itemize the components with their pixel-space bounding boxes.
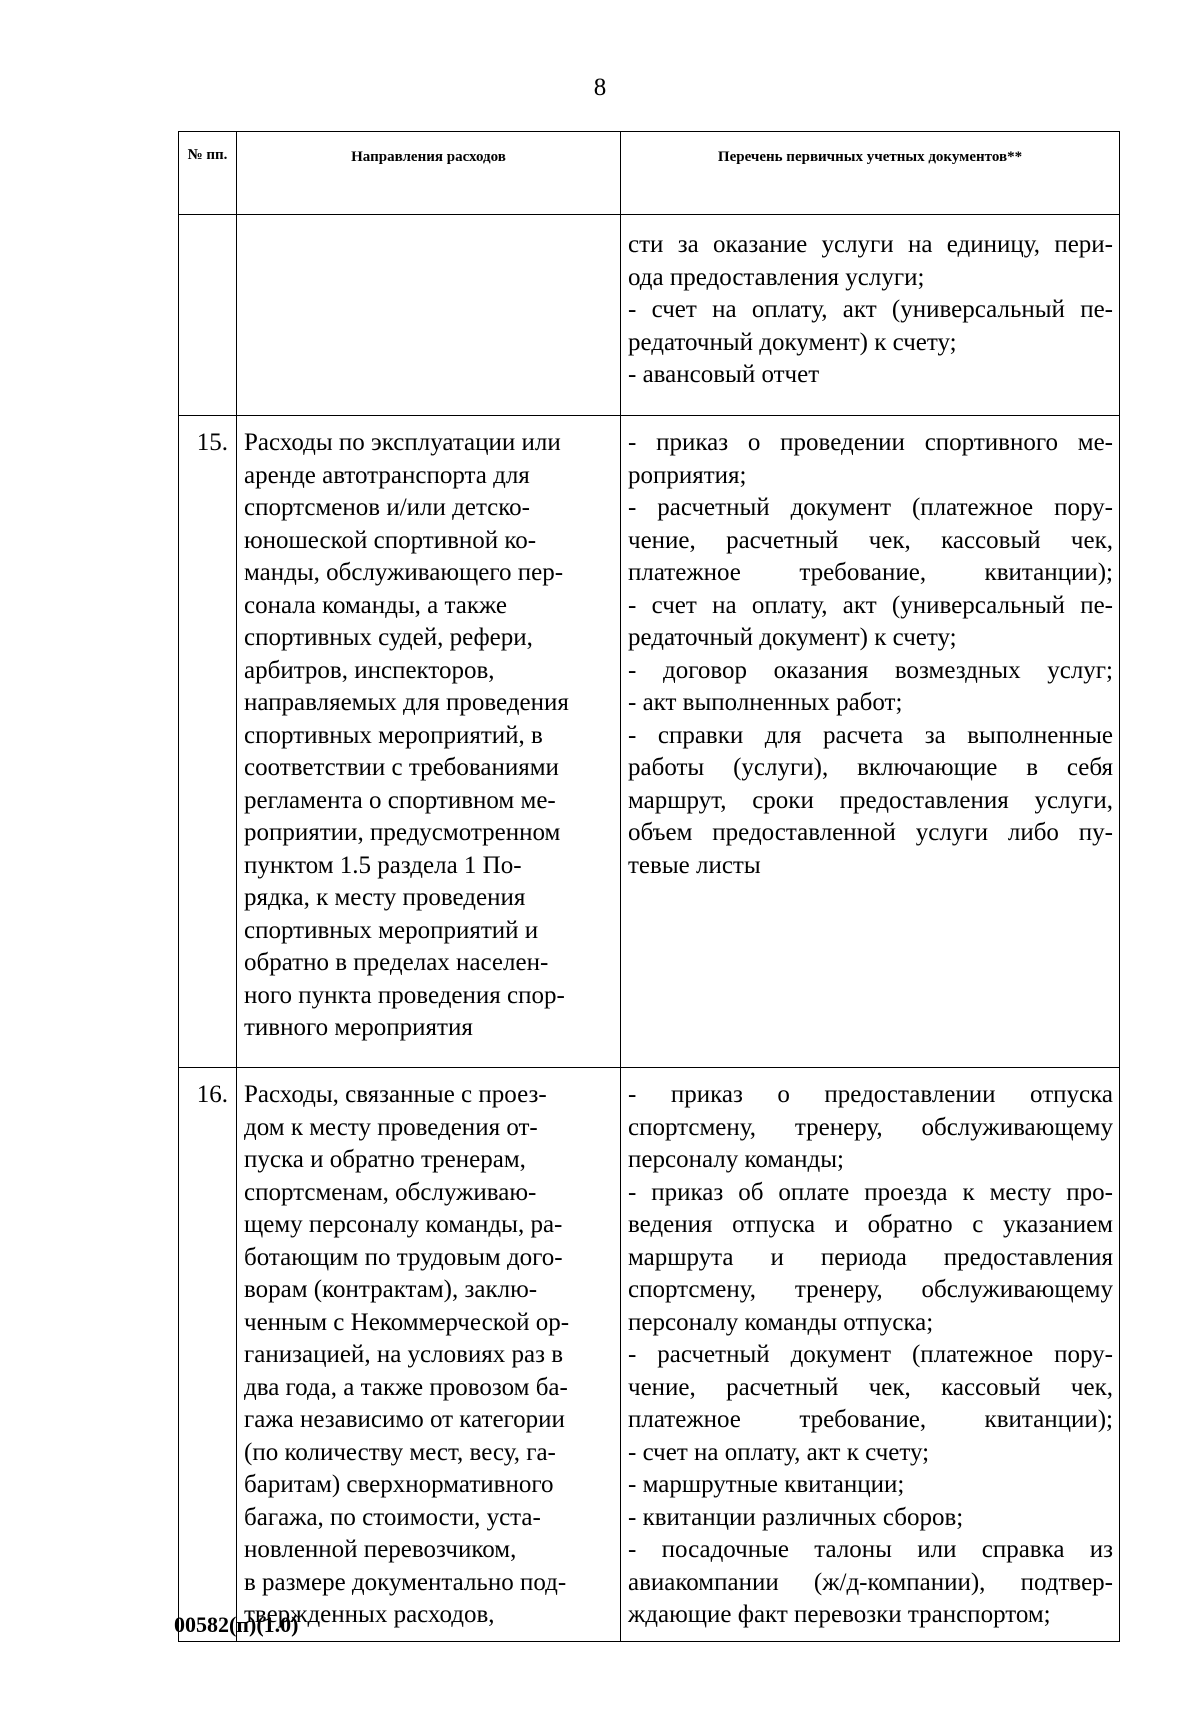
document-line: - приказ о предоставлении отпуска: [628, 1081, 1113, 1108]
document-line: - маршрутные квитанции;: [628, 1471, 905, 1498]
header-directions: Направления расходов: [237, 132, 621, 215]
document-line: персоналу команды отпуска;: [628, 1308, 934, 1336]
direction-line: пуска и обратно тренерам,: [244, 1146, 526, 1173]
header-num: № пп.: [179, 132, 237, 215]
direction-line: спортсменам, обслуживаю-: [244, 1178, 537, 1206]
row-directions: [237, 416, 621, 1068]
direction-line: твержденных расходов,: [244, 1601, 495, 1628]
document-line: - акт выполненных работ;: [628, 689, 903, 716]
document-line: ведения отпуска и обратно с указанием: [628, 1211, 1113, 1238]
direction-line: пунктом 1.5 раздела 1 По-: [244, 851, 522, 879]
document-line: сти за оказание услуги на единицу, пери-: [628, 231, 1113, 258]
direction-line: Расходы, связанные с проез-: [244, 1081, 547, 1108]
row-directions: [237, 1068, 621, 1642]
document-line: авиакомпании (ж/д-компании), подтвер-: [628, 1568, 1113, 1596]
document-line: объем предоставленной услуги либо пу-: [628, 819, 1113, 846]
row-num: 15.: [179, 416, 237, 1068]
direction-line: аренде автотранспорта для: [244, 461, 530, 489]
document-code: 00582(п)(1.0): [174, 1612, 299, 1637]
direction-line: регламента о спортивном ме-: [244, 786, 556, 814]
direction-line: ного пункта проведения спор-: [244, 981, 565, 1009]
document-line: чение, расчетный чек, кассовый чек,: [628, 1373, 1113, 1401]
direction-line: Расходы по эксплуатации или: [244, 429, 561, 456]
direction-line: роприятии, предусмотренном: [244, 819, 561, 846]
row-documents: [621, 416, 1120, 1068]
document-line: персоналу команды;: [628, 1146, 844, 1173]
row-num: [179, 215, 237, 416]
document-line: редаточный документ) к счету;: [628, 328, 957, 356]
direction-line: ганизацией, на условиях раз в: [244, 1341, 564, 1368]
document-line: - договор оказания возмездных услуг;: [628, 656, 1113, 684]
document-line: редаточный документ) к счету;: [628, 624, 957, 651]
document-line: маршрут, сроки предоставления услуги,: [628, 786, 1113, 814]
direction-line: ченным с Некоммерческой ор-: [244, 1308, 570, 1336]
direction-line: спортивных мероприятий и: [244, 916, 539, 944]
direction-line: в размере документально под-: [244, 1568, 567, 1596]
expense-documents-table: [178, 131, 1120, 1642]
table-row: [179, 215, 1120, 416]
direction-line: спортсменов и/или детско-: [244, 494, 530, 521]
direction-line: ворам (контрактам), заклю-: [244, 1276, 538, 1303]
table-header-row: [179, 132, 1120, 215]
document-line: - справки для расчета за выполненные: [628, 721, 1113, 749]
direction-line: сонала команды, а также: [244, 591, 508, 619]
direction-line: спортивных судей, рефери,: [244, 624, 533, 651]
document-line: спортсмену, тренеру, обслуживающему: [628, 1276, 1113, 1303]
document-line: маршрута и периода предоставления: [628, 1243, 1113, 1271]
document-line: работы (услуги), включающие в себя: [628, 754, 1113, 781]
document-line: ждающие факт перевозки транспортом;: [628, 1601, 1051, 1628]
page-number: 8: [593, 74, 607, 101]
document-line: - квитанции различных сборов;: [628, 1503, 964, 1531]
document-line: - приказ об оплате проезда к месту про-: [628, 1178, 1113, 1206]
document-line: - счет на оплату, акт (универсальный пе-: [628, 296, 1113, 323]
row-directions: [237, 215, 621, 416]
document-line: - счет на оплату, акт (универсальный пе-: [628, 591, 1113, 619]
direction-line: направляемых для проведения: [244, 689, 569, 716]
direction-line: щему персоналу команды, ра-: [244, 1211, 563, 1238]
document-line: - приказ о проведении спортивного ме-: [628, 429, 1113, 456]
direction-line: (по количеству мест, весу, га-: [244, 1438, 556, 1466]
direction-line: ботающим по трудовым дого-: [244, 1243, 563, 1271]
header-documents: Перечень первичных учетных документов**: [621, 132, 1120, 215]
direction-line: рядка, к месту проведения: [244, 884, 526, 911]
direction-line: два года, а также провозом ба-: [244, 1373, 568, 1401]
row-documents: [621, 215, 1120, 416]
direction-line: багажа, по стоимости, уста-: [244, 1503, 541, 1531]
row-num: 16.: [179, 1068, 237, 1642]
direction-line: спортивных мероприятий, в: [244, 721, 543, 749]
row-documents: [621, 1068, 1120, 1642]
direction-line: баритам) сверхнормативного: [244, 1471, 554, 1498]
direction-line: тивного мероприятия: [244, 1014, 473, 1041]
document-line: платежное требование, квитанции);: [628, 1406, 1113, 1433]
document-line: - расчетный документ (платежное пору-: [628, 494, 1113, 521]
direction-line: соответствии с требованиями: [244, 754, 559, 781]
direction-line: гажа независимо от категории: [244, 1406, 565, 1433]
table-row: [179, 416, 1120, 1068]
document-line: чение, расчетный чек, кассовый чек,: [628, 526, 1113, 554]
document-line: - расчетный документ (платежное пору-: [628, 1341, 1113, 1368]
direction-line: обратно в пределах населен-: [244, 949, 549, 976]
document-line: платежное требование, квитанции);: [628, 559, 1113, 586]
document-line: спортсмену, тренеру, обслуживающему: [628, 1113, 1113, 1141]
direction-line: дом к месту проведения от-: [244, 1113, 538, 1141]
direction-line: новленной перевозчиком,: [244, 1536, 517, 1563]
document-line: - счет на оплату, акт к счету;: [628, 1438, 930, 1466]
document-line: - авансовый отчет: [628, 361, 820, 388]
document-line: - посадочные талоны или справка из: [628, 1536, 1113, 1563]
direction-line: арбитров, инспекторов,: [244, 656, 495, 684]
direction-line: манды, обслуживающего пер-: [244, 559, 564, 586]
table-row: [179, 1068, 1120, 1642]
document-line: тевые листы: [628, 851, 761, 879]
document-line: ода предоставления услуги;: [628, 263, 925, 291]
document-line: роприятия;: [628, 461, 747, 489]
direction-line: юношеской спортивной ко-: [244, 526, 537, 554]
